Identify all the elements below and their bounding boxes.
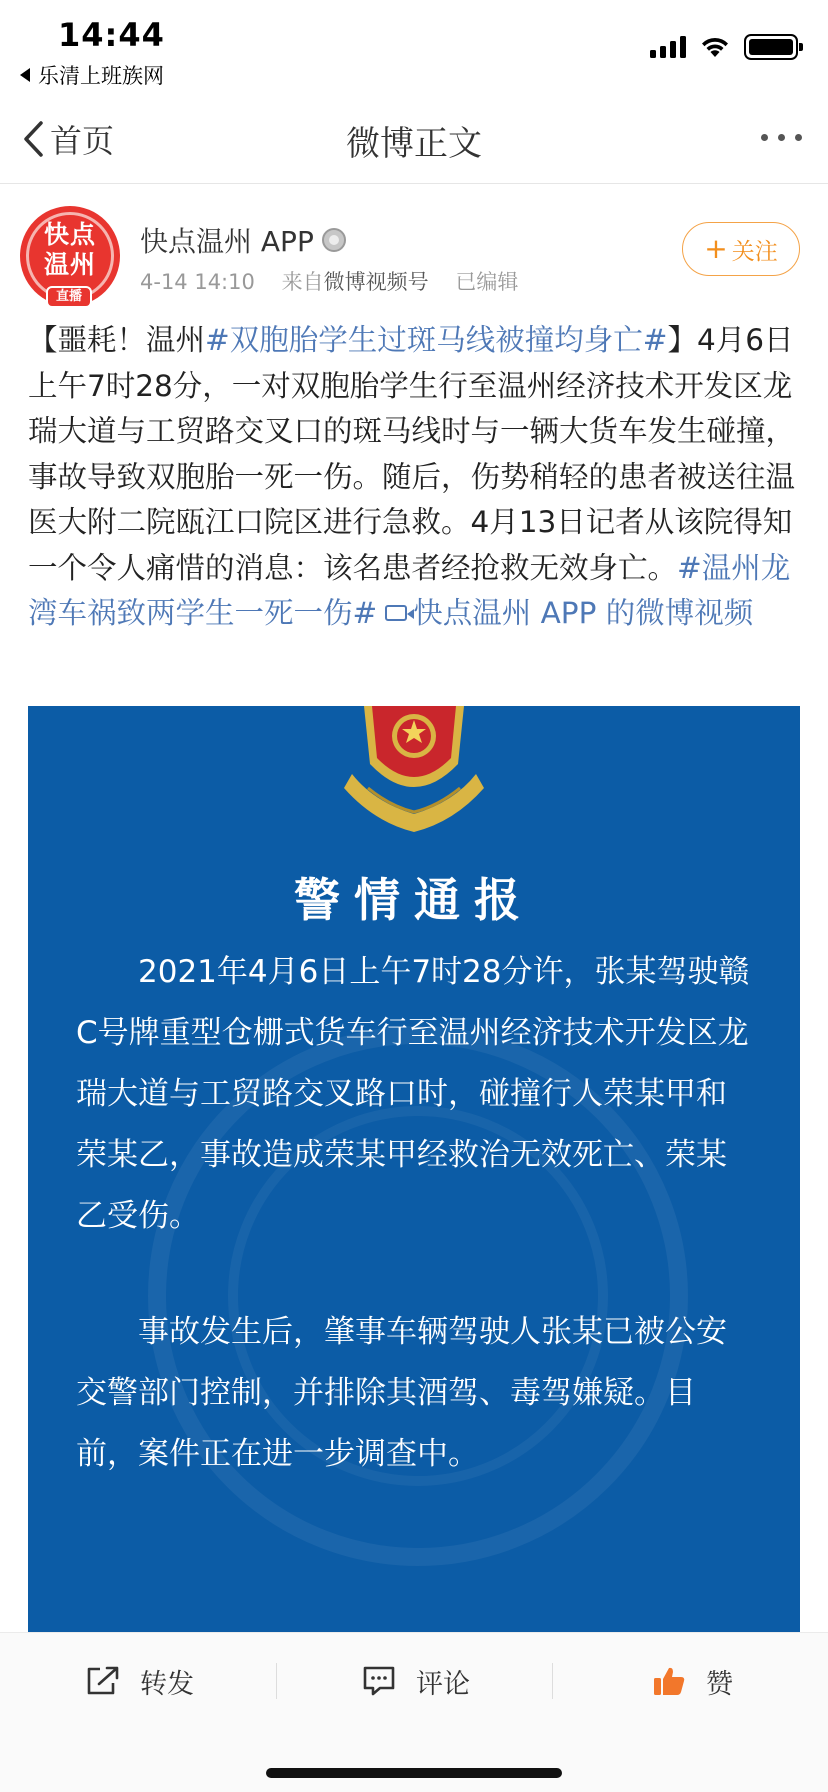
like-button[interactable]: 赞 [652, 1633, 733, 1729]
status-back-to-app[interactable] [20, 60, 164, 90]
share-icon [86, 1666, 120, 1696]
live-badge: 直播 [46, 286, 92, 308]
edited-label: 已编辑 [455, 270, 519, 294]
post-meta [140, 266, 518, 296]
status-back-label: 乐清上班族网 [38, 64, 164, 88]
status-bar [0, 0, 828, 92]
home-indicator[interactable] [266, 1768, 562, 1778]
police-notice-image[interactable] [28, 706, 800, 1634]
page-title: 微博正文 [346, 124, 482, 164]
post-time: 4-14 14:10 [140, 270, 255, 294]
plus-icon: + [704, 232, 728, 265]
video-link[interactable]: 快点温州 APP 的微博视频 [413, 596, 754, 630]
notice-title: 警情通报 [294, 873, 534, 927]
avatar-logo-text: 快点 温州 [43, 220, 96, 279]
thumbs-up-icon [652, 1665, 686, 1697]
action-bar [0, 1632, 828, 1728]
notice-paragraph-2: 事故发生后，肇事车辆驾驶人张某已被公安交警部门控制，并排除其酒驾、毒驾嫌疑。目前，案件正在进一步调查中。 [76, 1314, 727, 1472]
medal-icon [322, 228, 346, 252]
home-area [0, 1728, 828, 1792]
post-source[interactable]: 微博视频号 [323, 270, 429, 294]
author-name[interactable]: 快点温州 APP [140, 220, 346, 260]
police-emblem-icon [334, 706, 494, 832]
status-indicators [650, 34, 798, 60]
nav-bar [0, 92, 828, 184]
hashtag-link[interactable]: #温州龙湾车祸致两学生一死一伤# [28, 550, 791, 630]
video-icon [385, 605, 407, 621]
follow-button[interactable]: + 关注 [682, 222, 800, 276]
hashtag-link[interactable]: #双胞胎学生过斑马线被撞均身亡# [205, 323, 668, 357]
comment-button[interactable]: 评论 [362, 1633, 470, 1729]
cellular-signal-icon [650, 36, 686, 58]
comment-icon [362, 1665, 396, 1697]
nav-back-label: 首页 [50, 122, 115, 160]
repost-button[interactable]: 转发 [86, 1633, 194, 1729]
wifi-icon [700, 36, 730, 58]
post-text: 【噩耗！温州#双胞胎学生过斑马线被撞均身亡#】4月6日上午7时28分，一对双胞胎学生行至温州经济技术开发区龙瑞大道与工贸路交叉口的斑马线时与一辆大货车发生碰撞，事故导致双胞胎一死一伤。随后，伤势稍轻的患者被送往温医大附二院瓯江口院区进行急救。4月13日记者从该院得知一个令人痛惜的消息：该名患者经抢救无效身亡。#温州龙湾车祸致两学生一死一伤# 快点温州 APP 的微博视频 [28, 323, 796, 630]
more-dots-icon[interactable] [761, 134, 802, 141]
back-triangle-icon [20, 68, 30, 82]
notice-paragraph-1: 2021年4月6日上午7时28分许，张某驾驶赣C号牌重型仓栅式货车行至温州经济技术开发区龙瑞大道与工贸路交叉路口时，碰撞行人荣某甲和荣某乙，事故造成荣某甲经救治无效死亡、荣某乙受伤。 [76, 954, 750, 1234]
post-header [0, 184, 828, 314]
battery-icon [744, 34, 798, 60]
status-time: 14:44 [58, 16, 165, 54]
source-prefix: 来自 [281, 270, 324, 294]
